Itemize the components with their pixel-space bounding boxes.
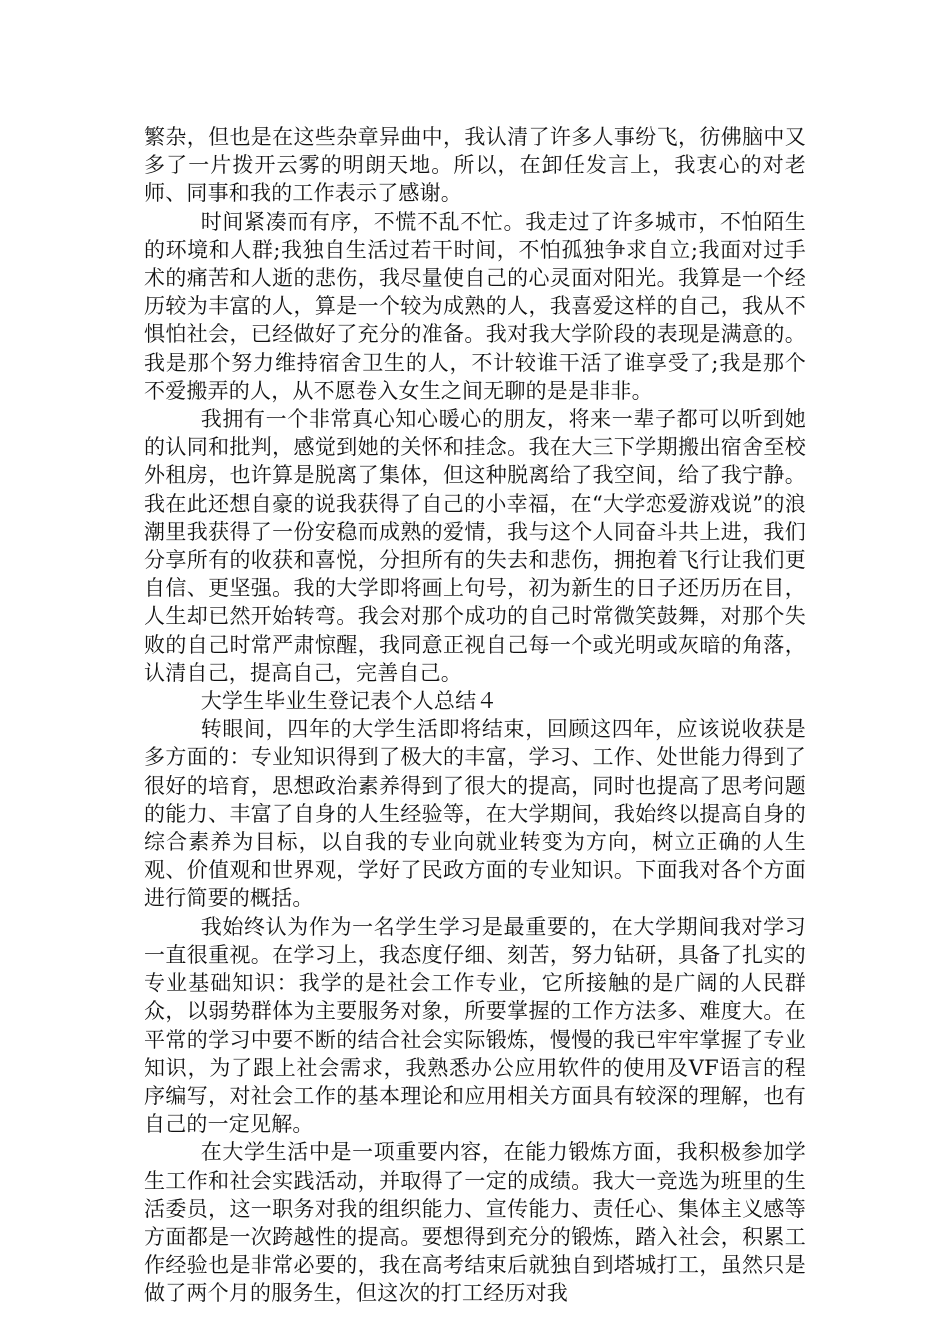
section-heading: 大学生毕业生登记表个人总结４ xyxy=(200,689,498,714)
paragraph-overview: 转眼间，四年的大学生活即将结束，回顾这四年，应该说收获是多方面的：专业知识得到了极大的丰富，学习、工作、处世能力得到了很好的培育，思想政治素养得到了很大的提高，同时也提高了思考问题的能力、丰富了自身的人生经验等，在大学期间，我始终以提高自身的综合素养为目标，以自我的专业向就业转变为方向，树立正确的人生观、价值观和世界观，学好了民政方面的专业知识。下面我对各个方面进行简要的概括。 xyxy=(144,717,806,911)
paragraph-time: 时间紧凑而有序，不慌不乱不忙。我走过了许多城市，不怕陌生的环境和人群;我独自生活过若干时间，不怕孤独争求自立;我面对过手术的痛苦和人逝的悲伤，我尽量使自己的心灵面对阳光。我算是一个经历较为丰富的人，算是一个较为成熟的人，我喜爱这样的自己，我从不惧怕社会，已经做好了充分的准备。我对我大学阶段的表现是满意的。我是那个努力维持宿舍卫生的人，不计较谁干活了谁享受了;我是那个不爱搬弄的人，从不愿卷入女生之间无聊的是是非非。 xyxy=(144,209,806,403)
paragraph-study: 我始终认为作为一名学生学习是最重要的，在大学期间我对学习一直很重视。在学习上，我态度仔细、刻苦，努力钻研，具备了扎实的专业基础知识：我学的是社会工作专业，它所接触的是广阔的人民群众，以弱势群体为主要服务对象，所要掌握的工作方法多、难度大。在平常的学习中要不断的结合社会实际锻炼，慢慢的我已牢牢掌握了专业知识，为了跟上社会需求，我熟悉办公应用软件的使用及VF语言的程序编写，对社会工作的基本理论和应用相关方面具有较深的理解，也有自己的一定见解。 xyxy=(144,914,806,1137)
paragraph-activities: 在大学生活中是一项重要内容，在能力锻炼方面，我积极参加学生工作和社会实践活动，并取得了一定的成绩。我大一竞选为班里的生活委员，这一职务对我的组织能力、宣传能力、责任心、集体主义感等方面都是一次跨越性的提高。要想得到充分的锻炼，踏入社会，积累工作经验也是非常必要的，我在高考结束后就独自到塔城打工，虽然只是做了两个月的服务生，但这次的打工经历对我 xyxy=(144,1140,806,1306)
paragraph-friend: 我拥有一个非常真心知心暖心的朋友，将来一辈子都可以听到她的认同和批判，感觉到她的关怀和挂念。我在大三下学期搬出宿舍至校外租房，也许算是脱离了集体，但这种脱离给了我空间，给了我宁静。我在此还想自豪的说我获得了自己的小幸福，在“大学恋爱游戏说”的浪潮里我获得了一份安稳而成熟的爱情，我与这个人同奋斗共上进，我们分享所有的收获和喜悦，分担所有的失去和悲伤，拥抱着飞行让我们更自信、更坚强。我的大学即将画上句号，初为新生的日子还历历在目，人生却已然开始转弯。我会对那个成功的自己时常微笑鼓舞，对那个失败的自己时常严肃惊醒，我同意正视自己每一个或光明或灰暗的角落，认清自己，提高自己，完善自己。 xyxy=(144,407,806,685)
document-body xyxy=(144,123,806,1308)
paragraph-continuation: 繁杂，但也是在这些杂章异曲中，我认清了许多人事纷飞，彷佛脑中又多了一片拨开云雾的明朗天地。所以，在卸任发言上，我衷心的对老师、同事和我的工作表示了感谢。 xyxy=(144,125,806,206)
